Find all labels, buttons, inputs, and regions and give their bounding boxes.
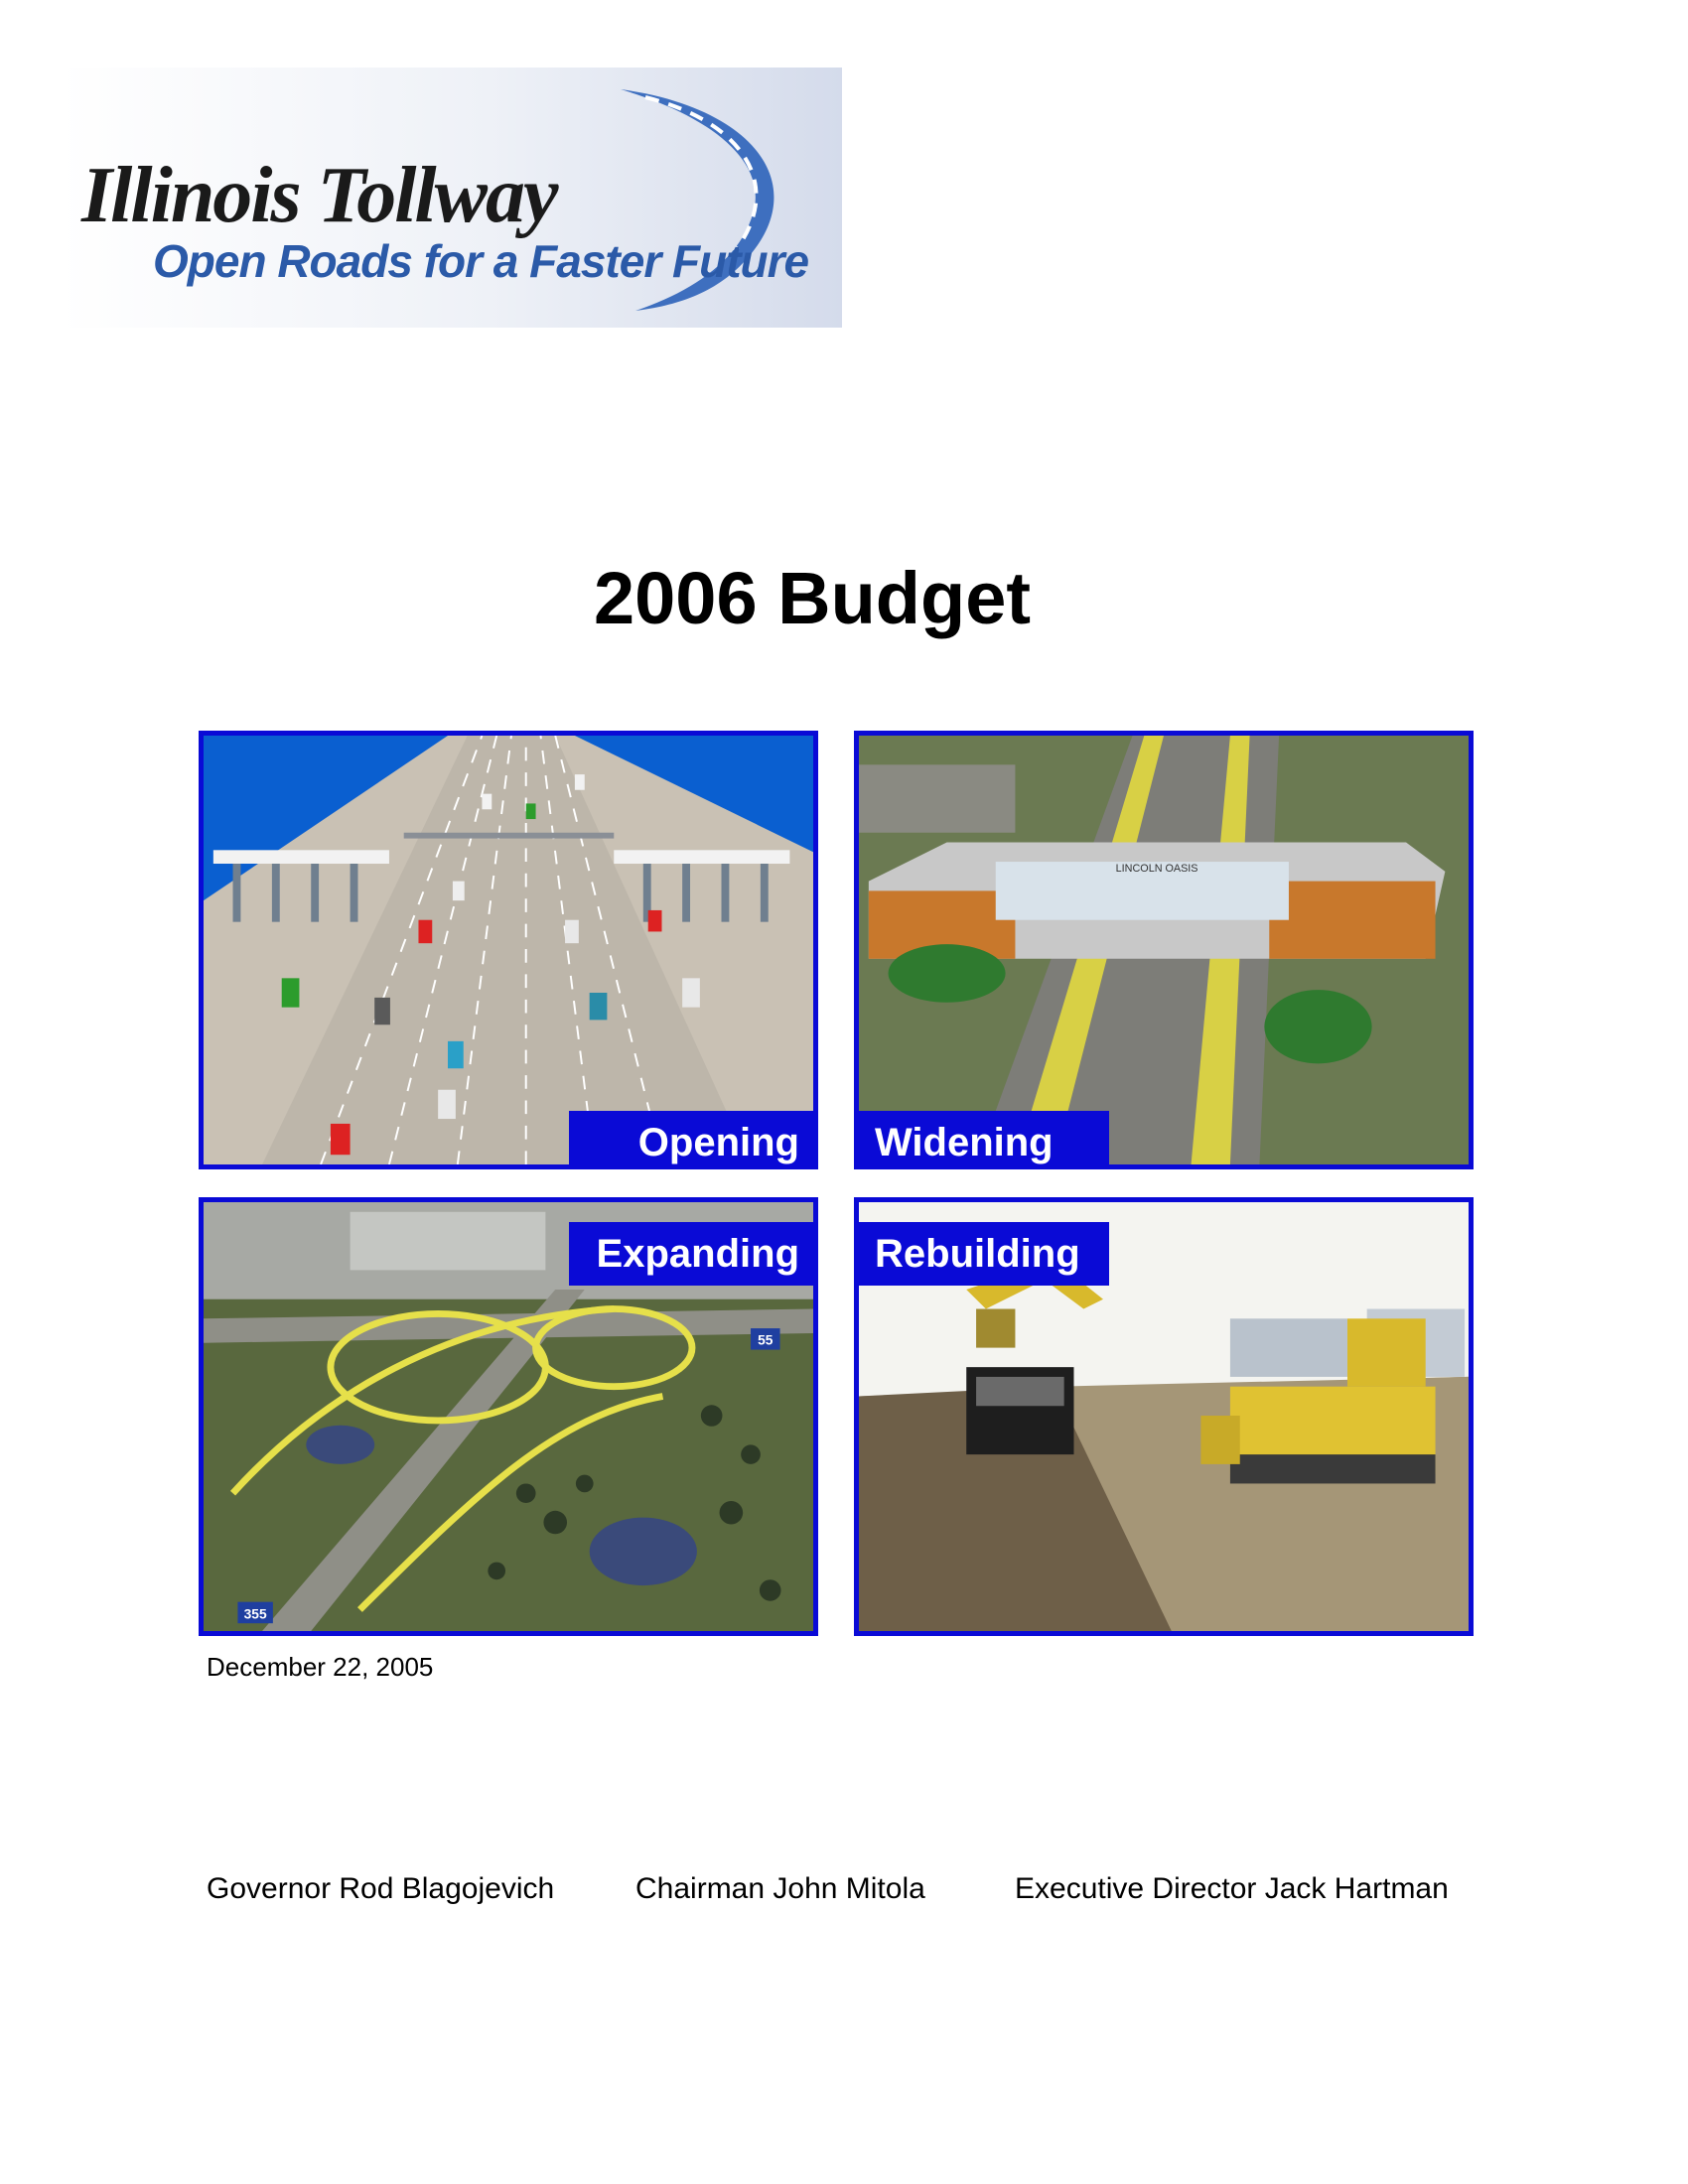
official-chairman: Chairman John Mitola [635,1872,925,1905]
photo-widening-oasis [854,731,1474,1169]
shield-355: 355 [243,1606,267,1622]
oasis-image [859,736,1469,1164]
photo-expanding-interchange [199,1197,818,1636]
toll-plaza-image [204,736,813,1164]
photo-opening-toll-plaza [199,731,818,1169]
document-date: December 22, 2005 [207,1652,434,1682]
page-title: 2006 Budget [593,557,1032,639]
caption-opening: Opening [569,1111,815,1169]
caption-widening: Widening [859,1111,1109,1169]
official-executive-director: Executive Director Jack Hartman [1015,1872,1449,1905]
oasis-sign: LINCOLN OASIS [1115,862,1198,875]
logo-tagline: Open Roads for a Faster Future [153,235,809,287]
logo-name: Illinois Tollway [81,152,557,239]
caption-expanding: Expanding [569,1222,815,1286]
shield-55: 55 [758,1332,774,1348]
official-governor: Governor Rod Blagojevich [207,1872,555,1905]
caption-rebuilding: Rebuilding [859,1222,1109,1286]
photo-rebuilding-construction [854,1197,1474,1636]
illinois-tollway-logo [60,68,842,328]
